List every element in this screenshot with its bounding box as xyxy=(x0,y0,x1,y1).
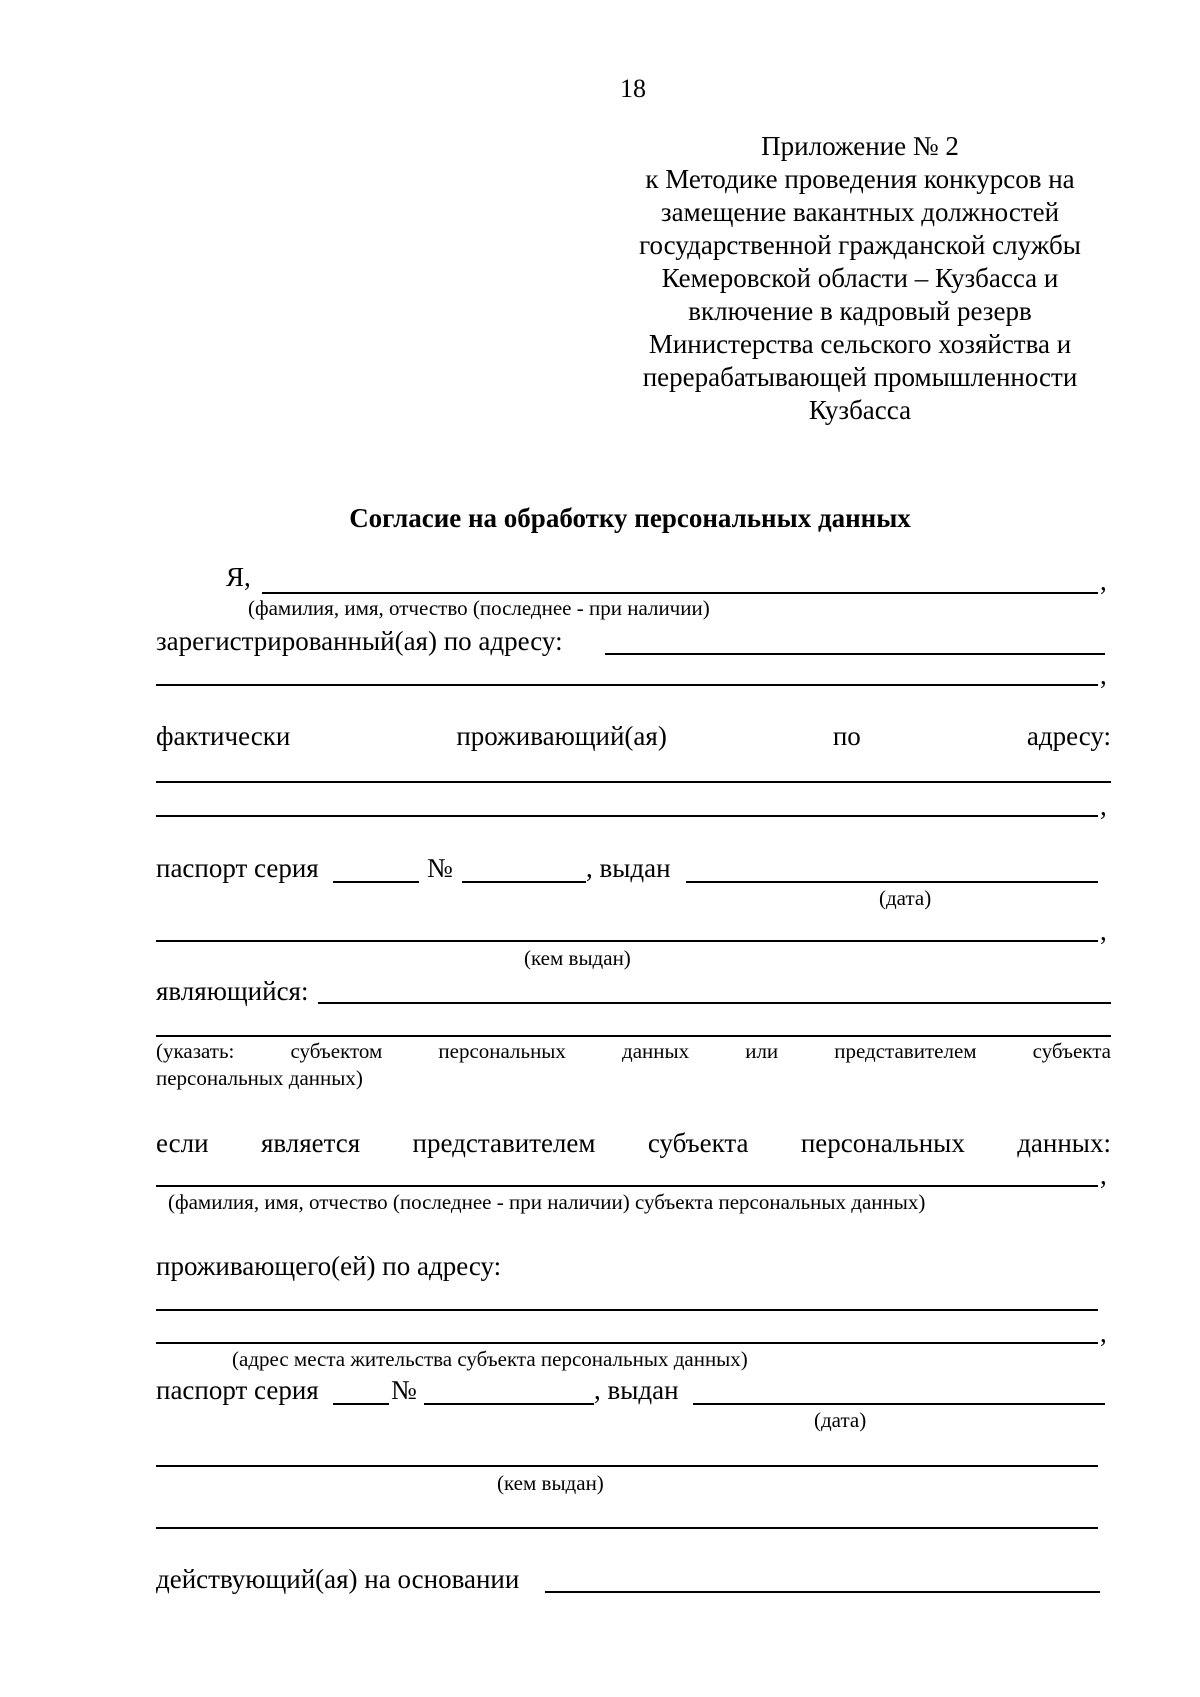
acting-label: действующий(ая) на основании xyxy=(156,1564,520,1594)
issued-by-line[interactable] xyxy=(156,940,1098,942)
word: субъекта xyxy=(1032,1039,1111,1063)
page-number: 18 xyxy=(620,74,646,103)
passport-series-line[interactable] xyxy=(333,1403,389,1405)
subject-fio-line[interactable] xyxy=(156,1185,1098,1187)
word: если xyxy=(156,1128,209,1158)
being-line-2[interactable] xyxy=(156,1035,1111,1037)
passport-date-line[interactable] xyxy=(686,881,1098,883)
comma: , xyxy=(1100,1160,1107,1190)
document-title: Согласие на обработку персональных данных xyxy=(349,503,911,533)
fio-field-line[interactable] xyxy=(262,592,1098,594)
residing-address-line[interactable] xyxy=(156,1309,1098,1311)
annex-line: перерабатывающей промышленности xyxy=(642,362,1078,392)
annex-line: замещение вакантных должностей xyxy=(660,197,1060,227)
word: фактически xyxy=(156,721,291,751)
issued-by-hint: (кем выдан) xyxy=(497,1471,604,1495)
specify-hint-line2: персональных данных) xyxy=(156,1066,363,1090)
issued-by-line[interactable] xyxy=(156,1465,1098,1467)
passport-number-line[interactable] xyxy=(424,1403,594,1405)
word: является xyxy=(260,1128,361,1158)
residing-address-line-2[interactable] xyxy=(156,1342,1098,1344)
passport-label: паспорт серия xyxy=(156,1375,319,1405)
actual-address-line-2[interactable] xyxy=(156,815,1098,817)
word: представителем xyxy=(412,1128,596,1158)
comma: , xyxy=(1100,791,1107,821)
issued-by-hint: (кем выдан) xyxy=(524,946,631,970)
word: проживающий(ая) xyxy=(456,721,667,751)
passport-label: паспорт серия xyxy=(156,853,319,883)
word: или xyxy=(745,1039,779,1063)
word: данных: xyxy=(1017,1128,1111,1158)
annex-line: Министерства сельского хозяйства и xyxy=(648,329,1072,359)
annex-line: государственной гражданской службы xyxy=(639,230,1081,260)
annex-header xyxy=(615,130,1105,427)
actual-address-line[interactable] xyxy=(156,781,1111,783)
word: субъектом xyxy=(290,1039,383,1063)
annex-line: к Методике проведения конкурсов на xyxy=(645,164,1075,194)
being-line[interactable] xyxy=(318,1002,1111,1004)
specify-hint xyxy=(156,1041,1111,1062)
issued-label: , выдан xyxy=(594,1375,679,1405)
word: персональных xyxy=(438,1039,566,1063)
being-label: являющийся: xyxy=(156,976,309,1006)
word: по xyxy=(832,721,861,751)
date-hint: (дата) xyxy=(879,886,932,910)
annex-line: Кузбасса xyxy=(808,395,912,425)
comma: , xyxy=(1100,566,1107,596)
passport-number-line[interactable] xyxy=(462,881,586,883)
fio-hint: (фамилия, имя, отчество (последнее - при наличии) xyxy=(248,596,710,620)
registered-address-line-2[interactable] xyxy=(156,684,1098,686)
comma: , xyxy=(1100,660,1107,690)
if-representative-label xyxy=(156,1130,1111,1157)
word: субъекта xyxy=(647,1128,749,1158)
word: (указать: xyxy=(156,1039,235,1063)
actual-address-label xyxy=(156,723,1111,750)
number-sign: № xyxy=(391,1375,417,1405)
date-hint: (дата) xyxy=(814,1408,867,1432)
number-sign: № xyxy=(427,853,453,883)
passport-date-line[interactable] xyxy=(693,1403,1105,1405)
i-label: Я, xyxy=(226,562,251,592)
address-hint: (адрес места жительства субъекта персональных данных) xyxy=(232,1347,748,1371)
comma: , xyxy=(1100,1318,1107,1348)
issued-by-line-2[interactable] xyxy=(156,1527,1098,1529)
word: представителем xyxy=(834,1039,977,1063)
passport-series-line[interactable] xyxy=(333,881,419,883)
word: персональных xyxy=(800,1128,965,1158)
issued-label: , выдан xyxy=(586,853,671,883)
residing-label: проживающего(ей) по адресу: xyxy=(156,1251,502,1281)
annex-line: Кемеровской области – Кузбасса и xyxy=(661,263,1059,293)
acting-basis-line[interactable] xyxy=(545,1591,1100,1593)
annex-line: включение в кадровый резерв xyxy=(688,296,1032,326)
annex-line: Приложение № 2 xyxy=(761,131,959,161)
subject-fio-hint: (фамилия, имя, отчество (последнее - при наличии) субъекта персональных данных) xyxy=(168,1190,926,1214)
word: адресу: xyxy=(1026,721,1111,751)
word: данных xyxy=(622,1039,690,1063)
comma: , xyxy=(1100,916,1107,946)
registered-label: зарегистрированный(ая) по адресу: xyxy=(156,626,563,656)
registered-address-line[interactable] xyxy=(605,653,1105,655)
